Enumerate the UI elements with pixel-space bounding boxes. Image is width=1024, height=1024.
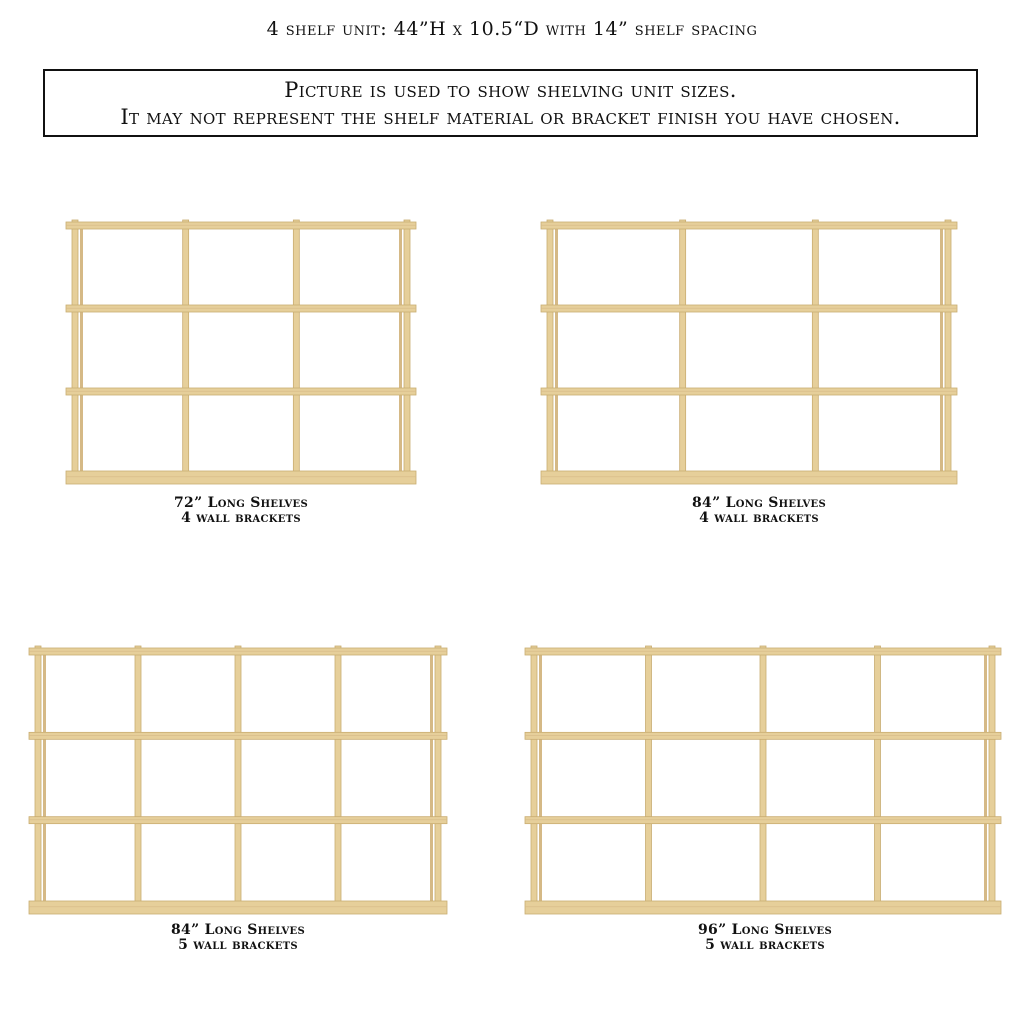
- wall-bracket: [35, 646, 41, 912]
- bracket-side: [940, 224, 943, 478]
- shelving-unit-72-4: [66, 220, 416, 484]
- shelf-board: [29, 648, 447, 655]
- shelf-board: [29, 817, 447, 824]
- bracket-side: [399, 224, 402, 478]
- shelf-board: [541, 222, 957, 229]
- shelf-length-label: 72” Long Shelves: [174, 495, 308, 511]
- bracket-side: [539, 650, 542, 908]
- shelving-unit-illustration: [541, 220, 957, 484]
- shelf-board: [525, 732, 1001, 739]
- shelving-unit-illustration: [29, 646, 447, 914]
- wall-bracket: [335, 646, 341, 912]
- disclaimer-line-1: Picture is used to show shelving unit sizes.: [284, 78, 737, 102]
- wall-bracket: [646, 646, 652, 912]
- unit-caption: [113, 923, 363, 953]
- wall-bracket: [875, 646, 881, 912]
- shelf-board: [66, 471, 416, 484]
- shelf-board: [66, 222, 416, 229]
- shelving-unit-84-5: [29, 646, 447, 914]
- disclaimer-box: [43, 69, 978, 137]
- wall-bracket: [135, 646, 141, 912]
- bracket-side: [555, 224, 558, 478]
- wall-bracket: [293, 220, 299, 482]
- shelf-board: [525, 817, 1001, 824]
- wall-bracket: [435, 646, 441, 912]
- shelf-board: [541, 305, 957, 312]
- shelf-length-label: 84” Long Shelves: [171, 922, 305, 938]
- wall-bracket: [680, 220, 686, 482]
- bracket-side: [430, 650, 433, 908]
- bracket-count-label: 4 wall brackets: [699, 510, 819, 526]
- unit-caption: [116, 496, 366, 526]
- shelf-board: [541, 471, 957, 484]
- shelf-length-label: 84” Long Shelves: [692, 495, 826, 511]
- wall-bracket: [235, 646, 241, 912]
- shelf-length-label: 96” Long Shelves: [698, 922, 832, 938]
- shelving-unit-illustration: [525, 646, 1001, 914]
- wall-bracket: [547, 220, 553, 482]
- bracket-side: [80, 224, 83, 478]
- shelving-unit-illustration: [66, 220, 416, 484]
- shelf-board: [29, 901, 447, 914]
- wall-bracket: [72, 220, 78, 482]
- bracket-count-label: 4 wall brackets: [181, 510, 301, 526]
- page-title: 4 shelf unit: 44”H x 10.5“D with 14” shelf spacing: [266, 18, 758, 40]
- shelf-board: [66, 305, 416, 312]
- shelving-unit-84-4: [541, 220, 957, 484]
- bracket-count-label: 5 wall brackets: [178, 937, 298, 953]
- wall-bracket: [812, 220, 818, 482]
- wall-bracket: [945, 220, 951, 482]
- wall-bracket: [531, 646, 537, 912]
- shelf-board: [541, 388, 957, 395]
- disclaimer-line-2: It may not represent the shelf material or bracket finish you have chosen.: [120, 105, 901, 129]
- shelving-unit-96-5: [525, 646, 1001, 914]
- bracket-side: [43, 650, 46, 908]
- shelf-board: [525, 648, 1001, 655]
- wall-bracket: [989, 646, 995, 912]
- bracket-count-label: 5 wall brackets: [705, 937, 825, 953]
- wall-bracket: [183, 220, 189, 482]
- unit-caption: [640, 923, 890, 953]
- wall-bracket: [404, 220, 410, 482]
- unit-caption: [634, 496, 884, 526]
- shelf-board: [525, 901, 1001, 914]
- shelf-board: [29, 732, 447, 739]
- wall-bracket: [760, 646, 766, 912]
- shelf-board: [66, 388, 416, 395]
- bracket-side: [984, 650, 987, 908]
